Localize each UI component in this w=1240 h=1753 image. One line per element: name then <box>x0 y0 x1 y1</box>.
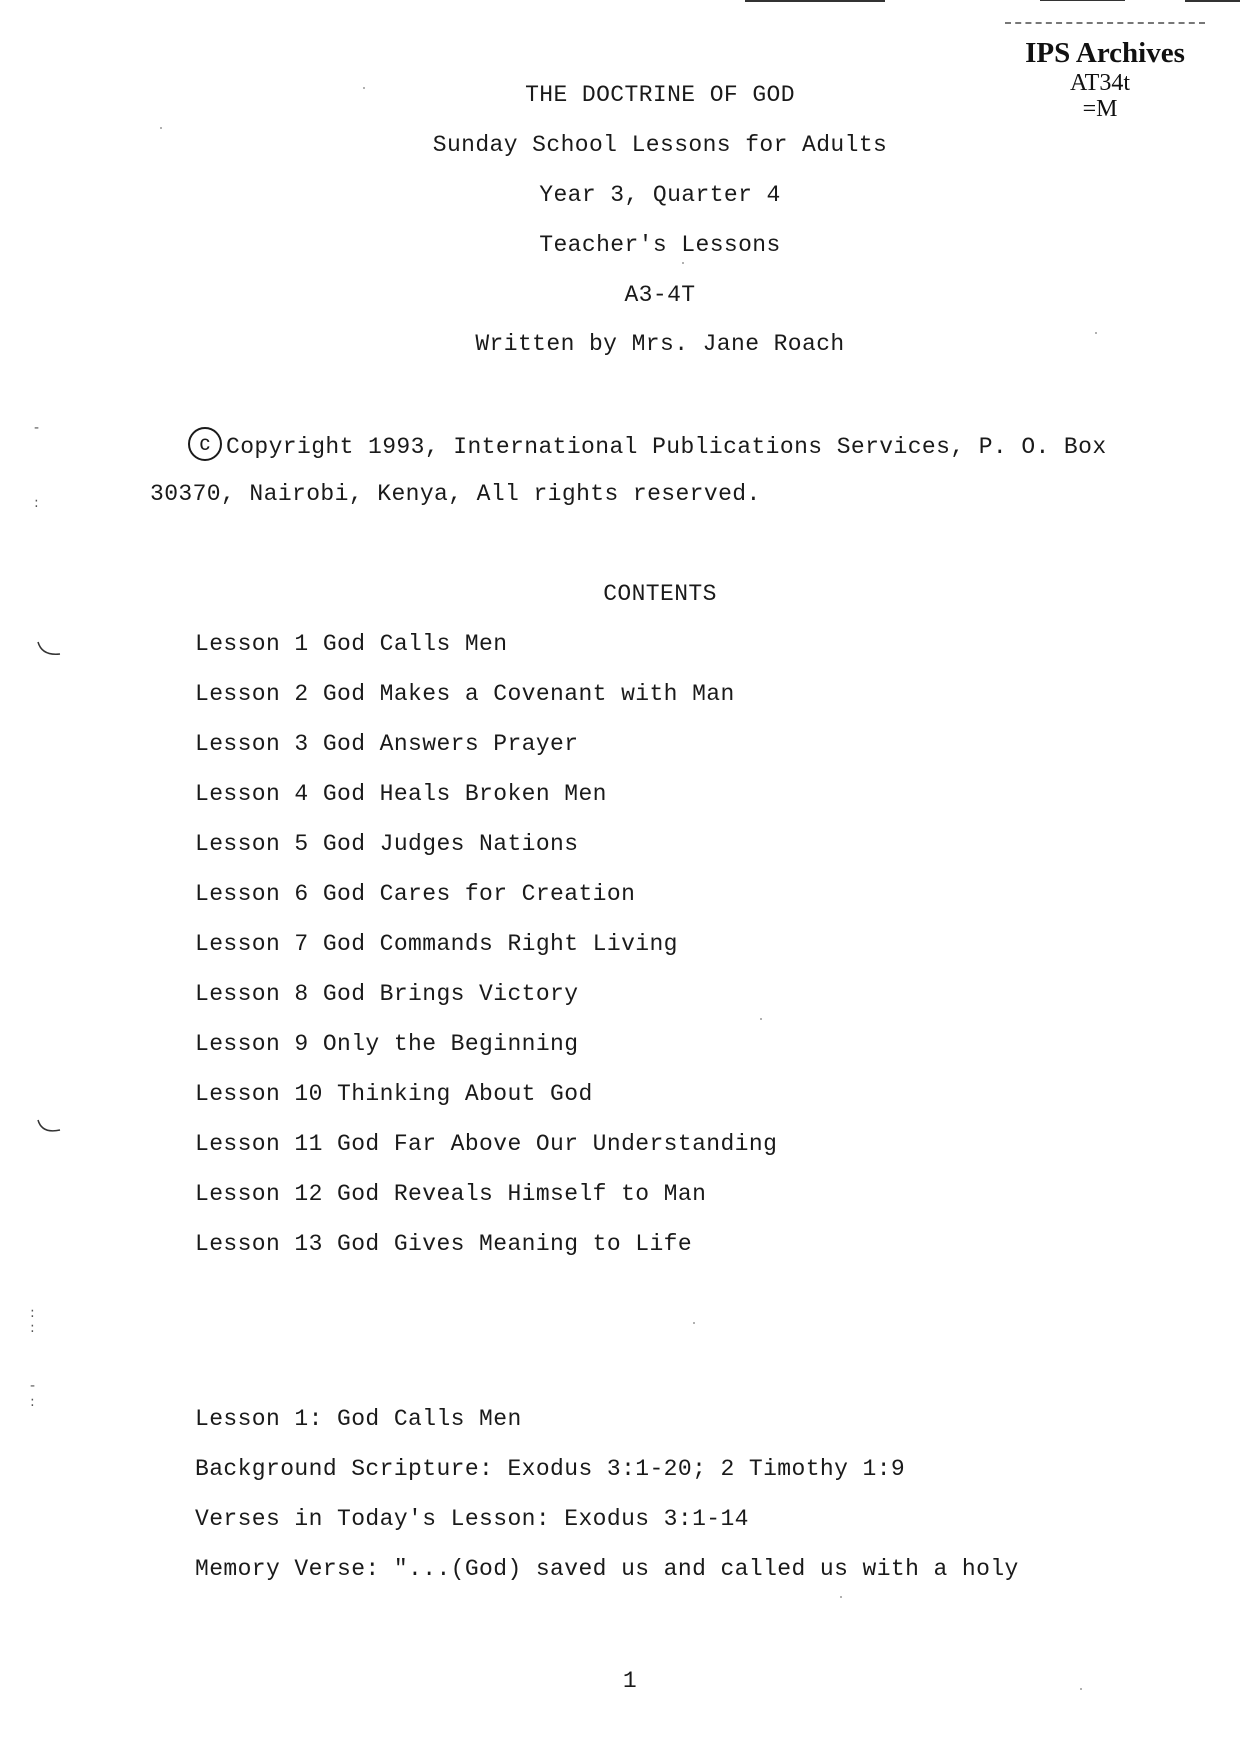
scan-speck <box>1080 1688 1082 1690</box>
margin-mark: : <box>34 495 39 511</box>
contents-item: Lesson 10 Thinking About God <box>195 1081 593 1107</box>
contents-item: Lesson 6 God Cares for Creation <box>195 881 636 907</box>
contents-item: Lesson 7 God Commands Right Living <box>195 931 678 957</box>
stamp-code-line2: =M <box>1082 96 1118 122</box>
contents-heading: CONTENTS <box>603 581 717 607</box>
stamp-code-line1: AT34t <box>1070 70 1130 96</box>
contents-item: Lesson 4 God Heals Broken Men <box>195 781 607 807</box>
binder-hole-mark <box>36 640 62 662</box>
year-quarter: Year 3, Quarter 4 <box>539 182 781 208</box>
contents-item: Lesson 5 God Judges Nations <box>195 831 579 857</box>
margin-mark: - <box>30 1378 36 1394</box>
lesson-title: Lesson 1: God Calls Men <box>195 1406 522 1432</box>
contents-item: Lesson 2 God Makes a Covenant with Man <box>195 681 735 707</box>
scan-speck <box>693 1322 695 1324</box>
memory-verse: Memory Verse: "...(God) saved us and called us with a holy <box>195 1556 1019 1582</box>
copyright-text-1: Copyright 1993, International Publications Services, P. O. Box <box>226 434 1107 461</box>
contents-item: Lesson 9 Only the Beginning <box>195 1031 579 1057</box>
scan-speck <box>840 1596 842 1598</box>
scan-edge-line <box>1040 0 1125 1</box>
document-code: A3-4T <box>624 282 696 308</box>
contents-item: Lesson 1 God Calls Men <box>195 631 508 657</box>
scan-edge-line <box>1185 0 1240 2</box>
page-number: 1 <box>622 1668 638 1694</box>
copyright-line-1 <box>188 430 1107 464</box>
contents-item: Lesson 13 God Gives Meaning to Life <box>195 1231 693 1257</box>
contents-item: Lesson 11 God Far Above Our Understanding <box>195 1131 778 1157</box>
binder-hole-mark <box>36 1118 62 1140</box>
scan-speck <box>682 262 684 264</box>
author-line: Written by Mrs. Jane Roach <box>475 331 845 357</box>
stamp-dashed-line <box>1005 22 1205 24</box>
scan-edge-line <box>745 0 885 2</box>
margin-mark: - <box>34 420 40 436</box>
todays-verses: Verses in Today's Lesson: Exodus 3:1-14 <box>195 1506 749 1532</box>
scan-speck <box>160 127 162 129</box>
lesson-type: Teacher's Lessons <box>539 232 781 258</box>
stamp-title: IPS Archives <box>1025 37 1185 69</box>
document-title: THE DOCTRINE OF GOD <box>525 82 795 108</box>
copyright-line-2: 30370, Nairobi, Kenya, All rights reserved. <box>150 481 761 507</box>
scan-speck <box>363 87 365 89</box>
contents-item: Lesson 12 God Reveals Himself to Man <box>195 1181 707 1207</box>
copyright-symbol-icon: c <box>188 427 222 461</box>
background-scripture: Background Scripture: Exodus 3:1-20; 2 Timothy 1:9 <box>195 1456 906 1482</box>
contents-item: Lesson 8 God Brings Victory <box>195 981 579 1007</box>
margin-mark: : <box>30 1305 35 1321</box>
contents-item: Lesson 3 God Answers Prayer <box>195 731 579 757</box>
archive-stamp <box>1000 36 1200 122</box>
margin-mark: : <box>30 1320 35 1336</box>
scan-speck <box>760 1018 762 1020</box>
scan-speck <box>1095 332 1097 334</box>
document-subtitle: Sunday School Lessons for Adults <box>432 132 888 158</box>
margin-mark: : <box>30 1394 35 1410</box>
